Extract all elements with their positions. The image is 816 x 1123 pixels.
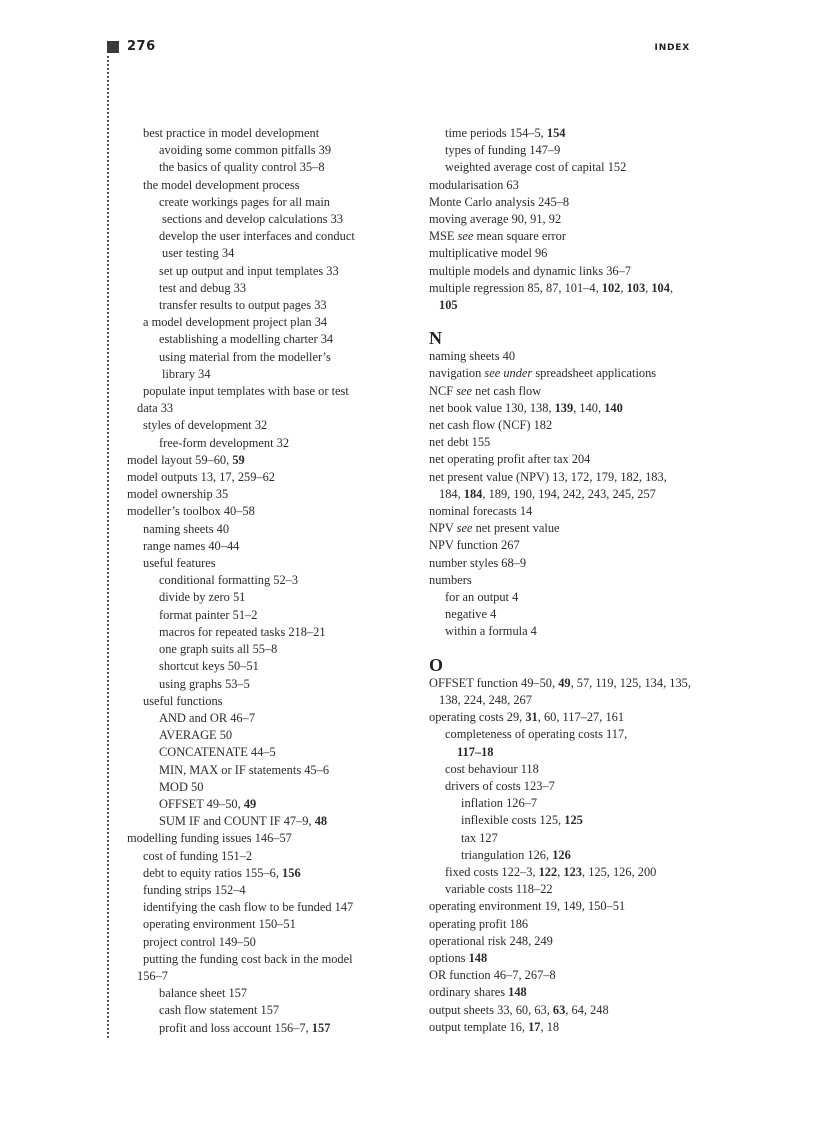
index-subentry <box>127 727 397 744</box>
page-ref-bold: 184 <box>463 486 483 501</box>
index-entry <box>429 228 709 245</box>
index-entry <box>429 263 709 280</box>
entry-text: net book value 130, 138, <box>429 400 555 415</box>
entry-text: transfer results to output pages 33 <box>159 298 327 313</box>
page-ref-bold: 48 <box>314 814 328 829</box>
entry-text: OR function 46–7, 267–8 <box>429 968 556 983</box>
entry-text: negative 4 <box>445 607 497 622</box>
index-subentry <box>429 744 709 761</box>
entry-text: cash flow statement 157 <box>159 1003 280 1018</box>
entry-text: net operating profit after tax 204 <box>429 452 591 467</box>
entry-text: cost behaviour 118 <box>445 761 539 776</box>
entry-text: , 125, 126, 200 <box>582 864 657 879</box>
index-subentry <box>127 297 397 314</box>
entry-text: cost of funding 151–2 <box>143 848 253 863</box>
entry-text: OFFSET 49–50, <box>159 796 244 811</box>
entry-text: NPV <box>429 521 457 536</box>
page-ref-bold: 139 <box>554 400 574 415</box>
entry-text: operating costs 29, <box>429 710 526 725</box>
entry-text: variable costs 118–22 <box>445 882 553 897</box>
page-ref-bold: 157 <box>311 1020 331 1035</box>
entry-text: format painter 51–2 <box>159 607 258 622</box>
entry-text: net debt 155 <box>429 435 491 450</box>
entry-text: spreadsheet applications <box>532 366 657 381</box>
entry-text: multiplicative model 96 <box>429 246 548 261</box>
index-entry <box>429 555 709 572</box>
entry-text: divide by zero 51 <box>159 590 246 605</box>
entry-text: user testing 34 <box>162 246 235 261</box>
index-subentry <box>127 848 397 865</box>
entry-text: triangulation 126, <box>461 847 553 862</box>
page-ref-bold: 102 <box>601 280 621 295</box>
entry-text: develop the user interfaces and conduct <box>159 229 355 244</box>
entry-text: completeness of operating costs 117, <box>445 727 628 742</box>
index-entry <box>127 469 397 486</box>
index-entry <box>429 177 709 194</box>
index-subentry <box>127 865 397 882</box>
entry-text: , 140, <box>573 400 605 415</box>
index-subentry <box>127 572 397 589</box>
page-ref-bold: 148 <box>508 985 527 1000</box>
index-subentry <box>127 744 397 761</box>
entry-text: navigation <box>429 366 485 381</box>
page-ref-bold: 49 <box>558 675 571 690</box>
index-entry <box>429 503 709 520</box>
page-number: 276 <box>127 39 156 54</box>
entry-text: identifying the cash flow to be funded 147 <box>143 900 354 915</box>
index-entry <box>429 709 709 726</box>
index-entry <box>429 1019 709 1036</box>
entry-text: , 64, 248 <box>565 1002 609 1017</box>
entry-text: model ownership 35 <box>127 487 229 502</box>
entry-text: types of funding 147–9 <box>445 143 561 158</box>
page-ref-bold: 156 <box>282 865 301 880</box>
entry-text: net cash flow (NCF) 182 <box>429 418 553 433</box>
entry-text: , <box>620 280 627 295</box>
page-ref-bold: 31 <box>525 710 538 725</box>
index-subentry <box>127 400 397 417</box>
entry-text: debt to equity ratios 155–6, <box>143 865 283 880</box>
entry-text: inflexible costs 125, <box>461 813 565 828</box>
entry-text: operating environment 19, 149, 150–51 <box>429 899 626 914</box>
entry-text: NPV function 267 <box>429 538 520 553</box>
index-subentry <box>429 812 709 829</box>
index-entry <box>429 417 709 434</box>
index-entry <box>429 537 709 554</box>
entry-text: putting the funding cost back in the model <box>143 951 353 966</box>
index-entry <box>429 451 709 468</box>
entry-text: shortcut keys 50–51 <box>159 659 259 674</box>
entry-text: MOD 50 <box>159 779 204 794</box>
index-subentry <box>127 280 397 297</box>
entry-text: tax 127 <box>461 830 498 845</box>
entry-text: project control 149–50 <box>143 934 256 949</box>
entry-text: output sheets 33, 60, 63, <box>429 1002 553 1017</box>
index-subentry <box>429 159 709 176</box>
entry-text: operational risk 248, 249 <box>429 933 553 948</box>
index-subentry <box>127 1002 397 1019</box>
index-entry <box>429 1002 709 1019</box>
index-subentry <box>127 314 397 331</box>
index-subentry <box>127 538 397 555</box>
page-ref-bold: 126 <box>552 847 571 862</box>
index-subentry <box>127 177 397 194</box>
entry-text: net present value <box>472 521 560 536</box>
page-ref-bold: 154 <box>546 126 566 140</box>
index-entry <box>429 950 709 967</box>
entry-text: , 18 <box>540 1019 560 1034</box>
entry-text: one graph suits all 55–8 <box>159 642 278 657</box>
entry-text: modularisation 63 <box>429 177 519 192</box>
index-subentry <box>429 726 709 743</box>
entry-text: AVERAGE 50 <box>159 728 233 743</box>
page-marker <box>107 41 119 53</box>
index-subentry <box>127 710 397 727</box>
entry-text: NCF <box>429 383 457 398</box>
see-reference: see under <box>484 366 533 381</box>
entry-text: naming sheets 40 <box>143 521 230 536</box>
index-subentry <box>127 934 397 951</box>
page-ref-bold: 104 <box>651 280 670 295</box>
index-entry <box>127 503 397 520</box>
entry-text: , <box>645 280 652 295</box>
index-subentry <box>429 847 709 864</box>
entry-text: AND and OR 46–7 <box>159 710 256 725</box>
entry-text: CONCATENATE 44–5 <box>159 745 276 760</box>
page-ref-bold: 59 <box>232 452 245 467</box>
index-entry <box>429 434 709 451</box>
index-subentry <box>429 142 709 159</box>
index-entry <box>429 572 709 589</box>
entry-text: inflation 126–7 <box>461 796 538 811</box>
entry-text: set up output and input templates 33 <box>159 263 339 278</box>
index-entry <box>429 400 709 417</box>
index-subentry <box>429 795 709 812</box>
index-subentry <box>127 624 397 641</box>
index-column-left <box>127 125 397 1037</box>
entry-text: Monte Carlo analysis 245–8 <box>429 194 570 209</box>
entry-text: , 60, 117–27, 161 <box>537 710 625 725</box>
entry-text: for an output 4 <box>445 590 519 605</box>
page-ref-bold: 63 <box>552 1002 566 1017</box>
entry-text: 138, 224, 248, 267 <box>439 692 532 707</box>
index-subentry <box>127 916 397 933</box>
index-subentry <box>429 623 709 640</box>
index-entry <box>429 211 709 228</box>
index-subentry <box>127 159 397 176</box>
entry-text: nominal forecasts 14 <box>429 504 533 519</box>
entry-text: , <box>557 864 564 879</box>
entry-text: operating environment 150–51 <box>143 917 296 932</box>
entry-text: MIN, MAX or IF statements 45–6 <box>159 762 330 777</box>
index-subentry <box>429 830 709 847</box>
entry-text: model outputs 13, 17, 259–62 <box>127 470 275 485</box>
index-subentry <box>127 194 397 211</box>
entry-text: fixed costs 122–3, <box>445 864 539 879</box>
index-subentry <box>127 641 397 658</box>
index-subentry <box>429 125 709 142</box>
entry-text: useful features <box>143 556 216 571</box>
index-entry <box>127 830 397 847</box>
entry-text: ordinary shares <box>429 985 509 1000</box>
entry-text: macros for repeated tasks 218–21 <box>159 624 326 639</box>
index-section-letter: N <box>429 328 442 349</box>
entry-text: , <box>669 280 674 295</box>
entry-text: 156–7 <box>137 968 168 983</box>
page-ref-bold: 148 <box>468 950 488 965</box>
see-reference: see <box>456 521 473 536</box>
index-subentry <box>127 263 397 280</box>
index-entry <box>429 916 709 933</box>
index-entry <box>429 245 709 262</box>
index-entry <box>429 520 709 537</box>
index-subentry <box>127 125 397 142</box>
entry-text: establishing a modelling charter 34 <box>159 332 334 347</box>
entry-text: mean square error <box>473 229 566 244</box>
entry-text: moving average 90, 91, 92 <box>429 212 562 227</box>
index-subentry <box>127 142 397 159</box>
index-subentry <box>429 864 709 881</box>
entry-text: SUM IF and COUNT IF 47–9, <box>159 814 315 829</box>
index-entry <box>429 365 709 382</box>
page-ref-bold: 49 <box>243 796 257 811</box>
entry-text: modelling funding issues 146–57 <box>127 831 292 846</box>
index-subentry <box>127 813 397 830</box>
page-ref-bold: 122 <box>538 864 558 879</box>
index-subentry <box>127 951 397 968</box>
see-reference: see <box>456 383 473 398</box>
index-subentry <box>127 366 397 383</box>
index-subentry <box>429 486 709 503</box>
page-ref-bold: 103 <box>626 280 646 295</box>
entry-text: sections and develop calculations 33 <box>162 212 343 227</box>
entry-text: funding strips 152–4 <box>143 882 246 897</box>
entry-text: using graphs 53–5 <box>159 676 250 691</box>
entry-text: conditional formatting 52–3 <box>159 573 299 588</box>
index-subentry <box>127 882 397 899</box>
index-subentry <box>429 589 709 606</box>
entry-text: MSE <box>429 229 458 244</box>
index-subentry <box>127 658 397 675</box>
page-ref-bold: 125 <box>564 813 583 828</box>
entry-text: a model development project plan 34 <box>143 315 328 330</box>
running-head: INDEX <box>654 43 690 53</box>
index-subentry <box>127 211 397 228</box>
entry-text: , 57, 119, 125, 134, 135, <box>570 675 691 690</box>
entry-text: multiple regression 85, 87, 101–4, <box>429 280 602 295</box>
index-entry <box>429 967 709 984</box>
entry-text: , 189, 190, 194, 242, 243, 245, 257 <box>482 486 656 501</box>
index-entry <box>429 280 709 297</box>
entry-text: best practice in model development <box>143 126 320 140</box>
index-subentry <box>127 417 397 434</box>
index-entry <box>429 933 709 950</box>
index-entry <box>429 984 709 1001</box>
index-entry <box>127 452 397 469</box>
entry-text: range names 40–44 <box>143 538 240 553</box>
entry-text: profit and loss account 156–7, <box>159 1020 312 1035</box>
entry-text: OFFSET function 49–50, <box>429 675 559 690</box>
entry-text: operating profit 186 <box>429 916 529 931</box>
index-subentry <box>127 245 397 262</box>
index-subentry <box>127 435 397 452</box>
entry-text: library 34 <box>162 366 211 381</box>
entry-text: naming sheets 40 <box>429 349 516 364</box>
page-ref-bold: 123 <box>563 864 582 879</box>
index-subentry <box>127 899 397 916</box>
index-entry <box>429 194 709 211</box>
index-subentry <box>429 606 709 623</box>
entry-text: avoiding some common pitfalls 39 <box>159 143 332 158</box>
entry-text: multiple models and dynamic links 36–7 <box>429 263 632 278</box>
entry-text: number styles 68–9 <box>429 555 527 570</box>
index-subentry <box>127 331 397 348</box>
entry-text: modeller’s toolbox 40–58 <box>127 504 255 519</box>
entry-text: free-form development 32 <box>159 435 290 450</box>
index-subentry <box>127 693 397 710</box>
entry-text: the model development process <box>143 177 300 192</box>
index-subentry <box>127 762 397 779</box>
index-subentry <box>127 349 397 366</box>
margin-dotted-rule <box>107 56 109 1038</box>
entry-text: options <box>429 950 469 965</box>
entry-text: model layout 59–60, <box>127 452 233 467</box>
index-subentry <box>127 796 397 813</box>
index-subentry <box>127 676 397 693</box>
page-ref-bold: 105 <box>439 298 458 313</box>
index-subentry <box>429 778 709 795</box>
index-entry <box>127 486 397 503</box>
index-subentry <box>127 521 397 538</box>
entry-text: numbers <box>429 572 472 587</box>
index-subentry <box>127 1020 397 1037</box>
entry-text: output template 16, <box>429 1019 529 1034</box>
entry-text: create workings pages for all main <box>159 194 330 209</box>
index-subentry <box>127 555 397 572</box>
index-subentry <box>429 692 709 709</box>
entry-text: net present value (NPV) 13, 172, 179, 182, 183, <box>429 469 667 484</box>
entry-text: the basics of quality control 35–8 <box>159 160 325 175</box>
entry-text: 184, <box>439 486 464 501</box>
entry-text: net cash flow <box>472 383 542 398</box>
entry-text: using material from the modeller’s <box>159 349 331 364</box>
entry-text: balance sheet 157 <box>159 986 248 1001</box>
entry-text: styles of development 32 <box>143 418 268 433</box>
page-ref-bold: 140 <box>604 400 623 415</box>
index-entry <box>429 675 709 692</box>
entry-text: test and debug 33 <box>159 280 247 295</box>
index-entry <box>429 348 709 365</box>
entry-text: weighted average cost of capital 152 <box>445 160 627 175</box>
index-entry <box>429 383 709 400</box>
index-column-right <box>429 125 709 1036</box>
page-ref-bold: 117–18 <box>457 744 494 759</box>
index-section-letter: O <box>429 654 444 675</box>
index-entry <box>429 469 709 486</box>
index-subentry <box>127 968 397 985</box>
index-subentry <box>127 779 397 796</box>
entry-text: within a formula 4 <box>445 624 537 639</box>
entry-text: time periods 154–5, <box>445 126 547 140</box>
entry-text: populate input templates with base or test <box>143 384 349 399</box>
index-subentry <box>127 607 397 624</box>
entry-text: useful functions <box>143 693 223 708</box>
page-ref-bold: 17 <box>528 1019 541 1034</box>
index-subentry <box>429 297 709 314</box>
index-subentry <box>127 985 397 1002</box>
index-subentry <box>127 589 397 606</box>
entry-text: data 33 <box>137 401 174 416</box>
index-subentry <box>429 761 709 778</box>
index-subentry <box>429 881 709 898</box>
entry-text: drivers of costs 123–7 <box>445 778 555 793</box>
index-subentry <box>127 383 397 400</box>
see-reference: see <box>457 229 474 244</box>
index-subentry <box>127 228 397 245</box>
index-entry <box>429 898 709 915</box>
